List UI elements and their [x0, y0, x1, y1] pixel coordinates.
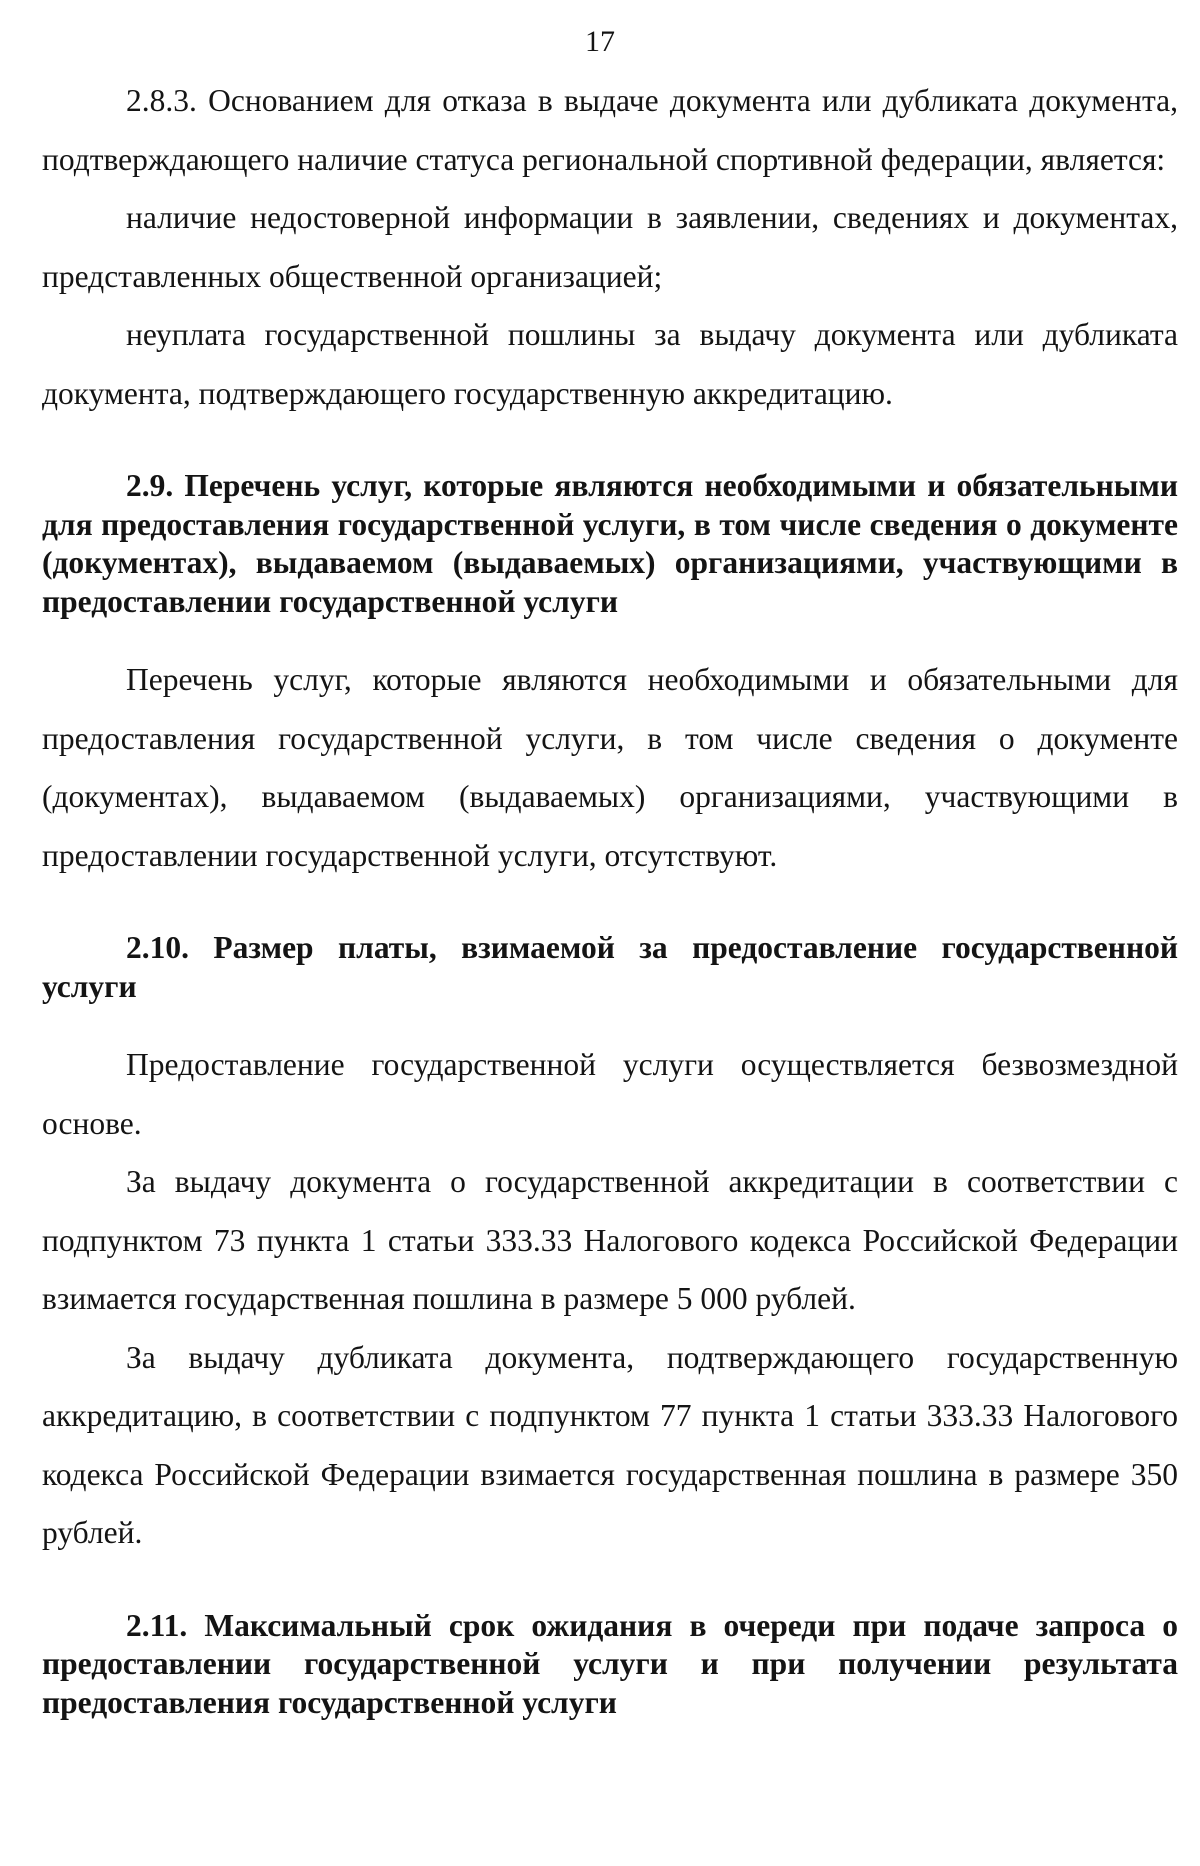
section-heading-2-9: 2.9. Перечень услуг, которые являются необходимыми и обязательными для предоставления государственной услуги, в том числе сведения о документе (документах), выдаваемом (выдаваемых) организациями, участвующими в предоставлении государственной услуги	[42, 468, 1178, 619]
paragraph-2-10-accreditation-duty: За выдачу документа о государственной аккредитации в соответствии с подпунктом 73 пункта 1 статьи 333.33 Налогового кодекса Российской Федерации взимается государственная пошлина в размере 5 000 рублей.	[42, 1164, 1178, 1316]
section-heading-2-11: 2.11. Максимальный срок ожидания в очереди при подаче запроса о предоставлении государственной услуги и при получении результата предоставления государственной услуги	[42, 1607, 1178, 1720]
paragraph-2-10-duplicate-duty: За выдачу дубликата документа, подтверждающего государственную аккредитацию, в соответствии с подпунктом 77 пункта 1 статьи 333.33 Налогового кодекса Российской Федерации взимается государственная пошлина в размере 350 рублей.	[42, 1339, 1178, 1550]
paragraph-2-8-3: 2.8.3. Основанием для отказа в выдаче документа или дубликата документа, подтверждающего наличие статуса региональной спортивной федерации, является:	[42, 83, 1178, 177]
paragraph-ground-unpaid-duty: неуплата государственной пошлины за выдачу документа или дубликата документа, подтверждающего государственную аккредитацию.	[42, 317, 1178, 411]
paragraph-2-10-free-of-charge: Предоставление государственной услуги осуществляется безвозмездной основе.	[42, 1047, 1178, 1141]
paragraph-2-9-services-absent: Перечень услуг, которые являются необходимыми и обязательными для предоставления государственной услуги, в том числе сведения о документе (документах), выдаваемом (выдаваемых) организациями, участвующими в предоставлении государственной услуги, отсутствуют.	[42, 662, 1178, 873]
document-body	[42, 72, 1178, 1722]
section-heading-2-10: 2.10. Размер платы, взимаемой за предоставление государственной услуги	[42, 930, 1178, 1004]
paragraph-ground-unreliable-info: наличие недостоверной информации в заявлении, сведениях и документах, представленных общественной организацией;	[42, 200, 1178, 294]
page-number: 17	[585, 25, 615, 58]
